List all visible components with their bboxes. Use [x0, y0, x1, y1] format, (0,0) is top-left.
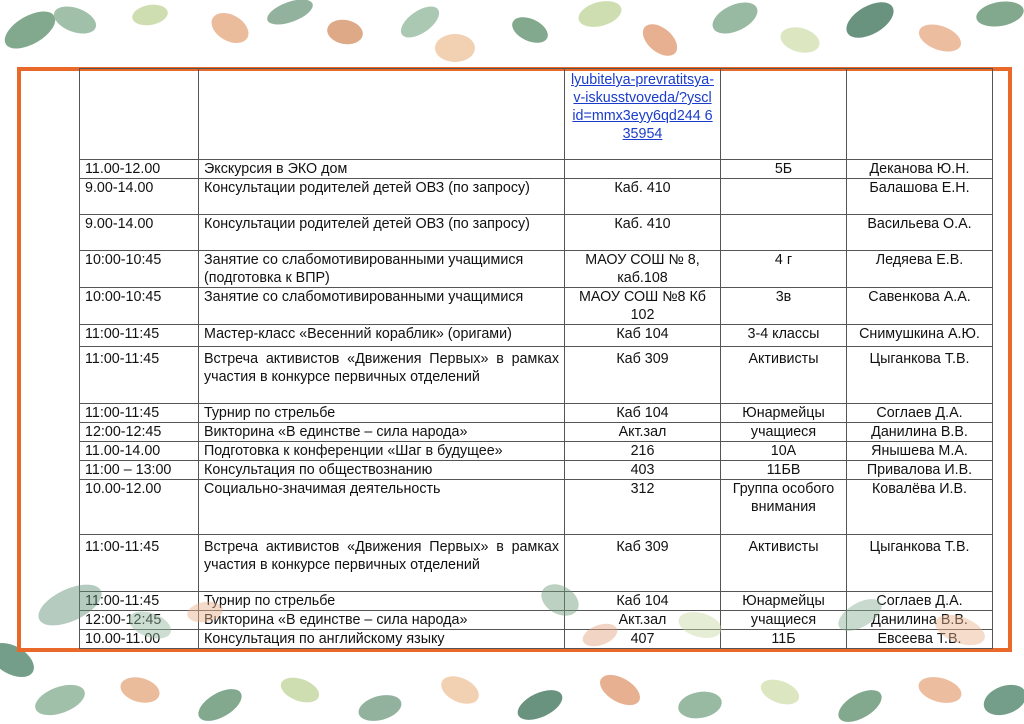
- responsible-cell: Евсеева Т.В.: [847, 630, 993, 649]
- time-cell: [80, 69, 199, 160]
- table-row: [80, 179, 993, 215]
- participants-cell: 3в: [721, 288, 847, 325]
- time-cell: 9.00-14.00: [80, 179, 199, 215]
- place-cell: Каб. 410: [565, 215, 721, 251]
- participants-cell: учащиеся: [721, 423, 847, 442]
- participants-cell: Активисты: [721, 347, 847, 404]
- responsible-cell: Цыганкова Т.В.: [847, 535, 993, 592]
- time-cell: 10.00-12.00: [80, 480, 199, 535]
- place-cell: 312: [565, 480, 721, 535]
- table-row: [80, 535, 993, 592]
- time-cell: 11:00 – 13:00: [80, 461, 199, 480]
- time-cell: 11:00-11:45: [80, 535, 199, 592]
- participants-cell: Юнармейцы: [721, 592, 847, 611]
- time-cell: 10.00-11.00: [80, 630, 199, 649]
- event-cell: Консультация по английскому языку: [199, 630, 565, 649]
- event-cell: Экскурсия в ЭКО дом: [199, 160, 565, 179]
- participants-cell: 11БВ: [721, 461, 847, 480]
- table-row: [80, 288, 993, 325]
- place-cell: Акт.зал: [565, 423, 721, 442]
- responsible-cell: Цыганкова Т.В.: [847, 347, 993, 404]
- table-row: [80, 461, 993, 480]
- event-cell: Подготовка к конференции «Шаг в будущее»: [199, 442, 565, 461]
- place-cell: 216: [565, 442, 721, 461]
- participants-cell: 10А: [721, 442, 847, 461]
- table-row: [80, 404, 993, 423]
- responsible-cell: Балашова Е.Н.: [847, 179, 993, 215]
- responsible-cell: Янышева М.А.: [847, 442, 993, 461]
- event-cell: Социально-значимая деятельность: [199, 480, 565, 535]
- table-row: [80, 423, 993, 442]
- participants-cell: 3-4 классы: [721, 325, 847, 347]
- table-row: [80, 251, 993, 288]
- schedule-table-container: [79, 68, 992, 649]
- table-row: [80, 442, 993, 461]
- table-row: [80, 347, 993, 404]
- time-cell: 12:00-12:45: [80, 423, 199, 442]
- event-cell: Встреча активистов «Движения Первых» в рамках участия в конкурсе первичных отделений: [199, 347, 565, 404]
- table-row: [80, 160, 993, 179]
- event-cell: [199, 69, 565, 160]
- responsible-cell: Привалова И.В.: [847, 461, 993, 480]
- event-cell: Викторина «В единстве – сила народа»: [199, 423, 565, 442]
- responsible-cell: Деканова Ю.Н.: [847, 160, 993, 179]
- responsible-cell: Ковалёва И.В.: [847, 480, 993, 535]
- time-cell: 12:00-12:45: [80, 611, 199, 630]
- event-cell: Занятие со слабомотивированными учащимися (подготовка к ВПР): [199, 251, 565, 288]
- event-cell: Викторина «В единстве – сила народа»: [199, 611, 565, 630]
- table-row: [80, 325, 993, 347]
- participants-cell: 11Б: [721, 630, 847, 649]
- responsible-cell: Соглаев Д.А.: [847, 592, 993, 611]
- participants-cell: Группа особого внимания: [721, 480, 847, 535]
- time-cell: 11:00-11:45: [80, 592, 199, 611]
- time-cell: 11:00-11:45: [80, 347, 199, 404]
- time-cell: 10:00-10:45: [80, 288, 199, 325]
- place-cell: МАОУ СОШ №8 Кб 102: [565, 288, 721, 325]
- time-cell: 9.00-14.00: [80, 215, 199, 251]
- participants-cell: учащиеся: [721, 611, 847, 630]
- event-cell: Турнир по стрельбе: [199, 592, 565, 611]
- participants-cell: 4 г: [721, 251, 847, 288]
- place-cell: 403: [565, 461, 721, 480]
- responsible-cell: [847, 69, 993, 160]
- responsible-cell: Данилина В.В.: [847, 611, 993, 630]
- responsible-cell: Савенкова А.А.: [847, 288, 993, 325]
- place-cell: МАОУ СОШ № 8, каб.108: [565, 251, 721, 288]
- time-cell: 11.00-14.00: [80, 442, 199, 461]
- time-cell: 11.00-12.00: [80, 160, 199, 179]
- table-row: [80, 630, 993, 649]
- event-cell: Консультации родителей детей ОВЗ (по запросу): [199, 179, 565, 215]
- place-cell: Акт.зал: [565, 611, 721, 630]
- participants-cell: [721, 215, 847, 251]
- event-cell: Консультация по обществознанию: [199, 461, 565, 480]
- place-cell: Каб. 410: [565, 179, 721, 215]
- responsible-cell: Соглаев Д.А.: [847, 404, 993, 423]
- responsible-cell: Васильева О.А.: [847, 215, 993, 251]
- event-link[interactable]: lyubitelya-prevratitsya-v-iskusstvoveda/?yscl id=mmx3eyy6qd244 635954: [565, 69, 721, 160]
- table-row: [80, 69, 993, 160]
- time-cell: 11:00-11:45: [80, 404, 199, 423]
- event-cell: Занятие со слабомотивированными учащимися: [199, 288, 565, 325]
- table-row: [80, 592, 993, 611]
- participants-cell: [721, 69, 847, 160]
- table-row: [80, 611, 993, 630]
- participants-cell: [721, 179, 847, 215]
- table-row: [80, 480, 993, 535]
- event-cell: Встреча активистов «Движения Первых» в рамках участия в конкурсе первичных отделений: [199, 535, 565, 592]
- participants-cell: Юнармейцы: [721, 404, 847, 423]
- responsible-cell: Снимушкина А.Ю.: [847, 325, 993, 347]
- participants-cell: 5Б: [721, 160, 847, 179]
- place-cell: Каб 309: [565, 535, 721, 592]
- table-row: [80, 215, 993, 251]
- schedule-table: [79, 68, 993, 649]
- place-cell: Каб 309: [565, 347, 721, 404]
- responsible-cell: Ледяева Е.В.: [847, 251, 993, 288]
- participants-cell: Активисты: [721, 535, 847, 592]
- place-cell: [565, 160, 721, 179]
- place-cell: Каб 104: [565, 325, 721, 347]
- time-cell: 10:00-10:45: [80, 251, 199, 288]
- event-cell: Консультации родителей детей ОВЗ (по запросу): [199, 215, 565, 251]
- place-cell: Каб 104: [565, 404, 721, 423]
- place-cell: 407: [565, 630, 721, 649]
- event-cell: Турнир по стрельбе: [199, 404, 565, 423]
- event-cell: Мастер-класс «Весенний кораблик» (оригами): [199, 325, 565, 347]
- time-cell: 11:00-11:45: [80, 325, 199, 347]
- place-cell: Каб 104: [565, 592, 721, 611]
- responsible-cell: Данилина В.В.: [847, 423, 993, 442]
